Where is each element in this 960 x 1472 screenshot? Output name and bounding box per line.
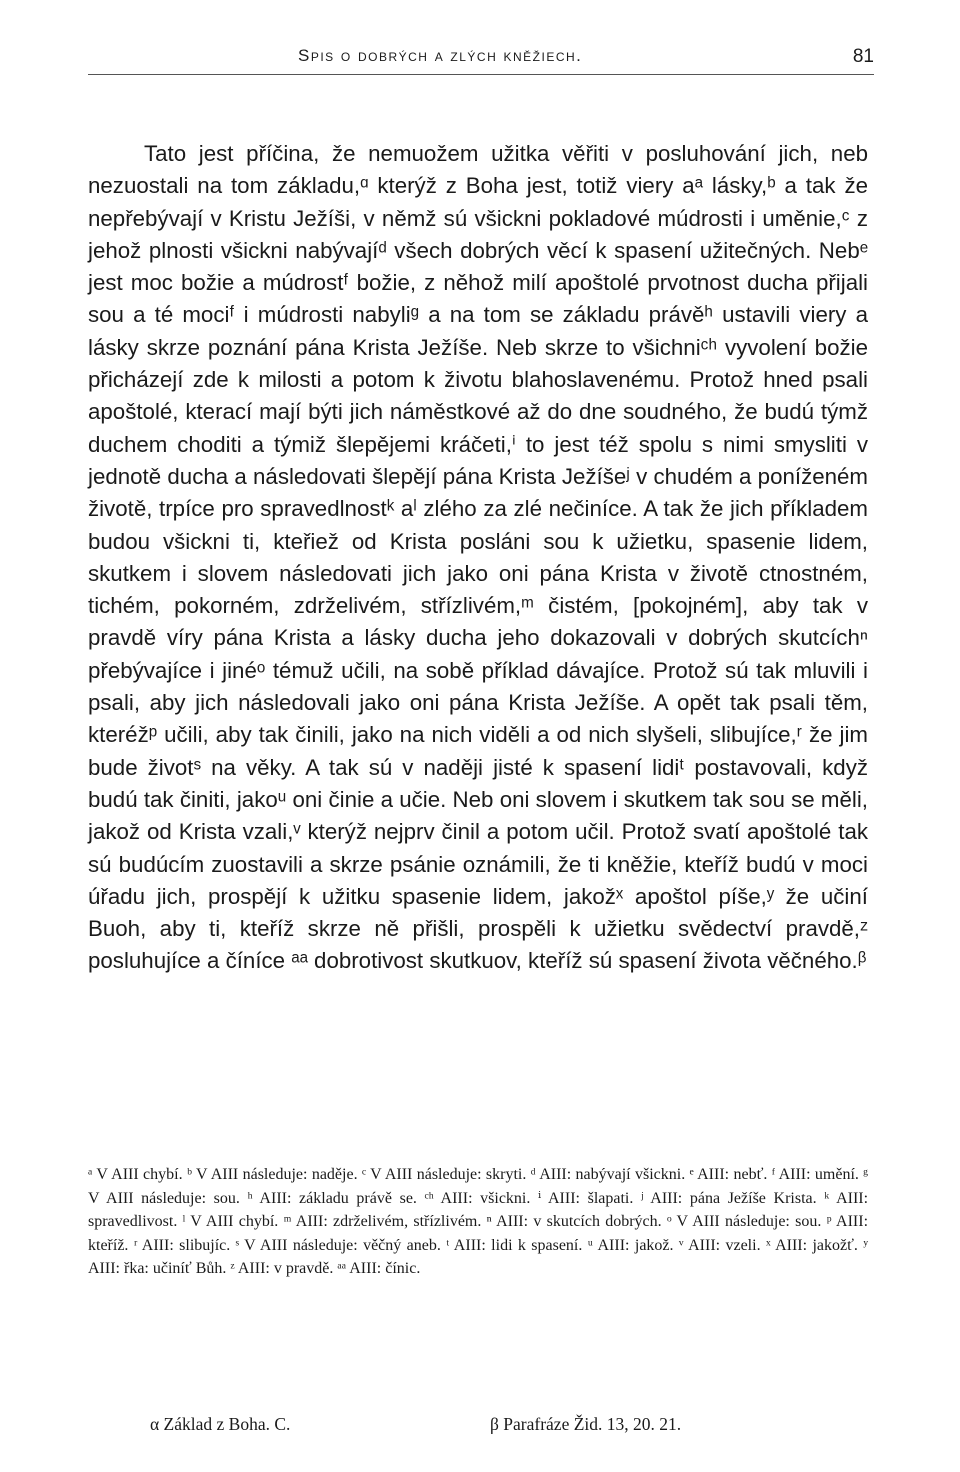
footnote-a: ᵃ V AIII chybí. xyxy=(88,1166,183,1183)
page-number: 81 xyxy=(852,46,874,67)
footnote-e: ᵉ AIII: nebť. xyxy=(689,1166,768,1183)
footnote-u: ᵘ AIII: jakož. xyxy=(587,1236,674,1254)
footnote-z: ᶻ AIII: v pravdě. xyxy=(230,1260,334,1277)
footnote-aa: ᵃᵃ AIII: čínic. xyxy=(337,1260,421,1277)
footnote-l: ˡ V AIII chybí. xyxy=(182,1213,279,1230)
source-notes xyxy=(150,1414,870,1444)
footnote-m: ᵐ AIII: zdrželivém, střízlivém. xyxy=(283,1213,482,1230)
main-paragraph: Tato jest příčina, že nemuožem užitka věřiti v posluhování jich, neb nezuostali na tom základu,ᵅ kterýž z Boha jest, totiž viery aᵃ lásky,ᵇ a tak že nepřebývají v Kristu Ježíši, v němž sú všickni pokladové múdrosti i uměnie,ᶜ z jehož plnosti všickni nabývajíᵈ všech dobrých věcí k spasení užitečných. Nebᵉ jest moc božie a múdrostᶠ božie, z něhož milí apoštolé prvotnost ducha přijali sou a té mociᶠ i múdrosti nabyliᵍ a na tom se základu právěʰ ustavili viery a lásky skrze poznání pána Krista Ježíše. Neb skrze to všichniᶜʰ vyvolení božie přicházejí zde k milosti a potom k životu blahoslavenému. Protož hned psali apoštolé, kterací mají býti jich náměstkové až do dne soudného, že budú týmž duchem choditi a týmiž šlepějemi kráčeti,ⁱ to jest též spolu s nimi smysliti v jednotě ducha a následovati šlepějí pána Krista Ježíšeʲ v chudém a poníženém životě, trpíce pro spravedlnostᵏ aˡ zlého za zlé nečiníce. A tak že jich příkladem budou všickni ti, kteřiež od Krista posláni sou k užietku, spasenie lidem, skutkem i slovem následovati jich jako oni pána Krista v životě ctnostném, tichém, pokorném, zdrželivém, střízlivém,ᵐ čistém, [pokojném], aby tak v pravdě víry pána Krista a lásky ducha jeho dokazovali v dobrých skutcíchⁿ přebývajíce i jinéᵒ témuž učili, na sobě příklad dávajíce. Protož sú tak mluvili i psali, aby jich následovali jako oni pána Krista Ježíše. A opět tak psali těm, kteréžᵖ učili, aby tak činili, jako na nich viděli a od nich slyšeli, slibujíce,ʳ že jim bude životˢ na věky. A tak sú v naději jisté k spasení lidiᵗ postavovali, když budú tak činiti, jakoᵘ oni činie a učie. Neb oni slovem i skutkem tak sou se měli, jakož od Krista vzali,ᵛ kterýž nejprv činil a potom učil. Protož svatí apoštolé tak sú budúcím zuostavili a skrze psánie oznámili, že ti kněžie, kteříž budú v moci úřadu jich, prospějí k užitku spasenie lidem, jakožˣ apoštol píše,ʸ že učiní Buoh, aby ti, kteříž skrze ně přišli, prospěli k užietku svědectví pravdě,ᶻ posluhujíce a číníce ᵃᵃ dobrotivost skutkuov, kteříž sú spasení života věčného.ᵝ xyxy=(88,141,868,974)
footnote-n: ⁿ AIII: v skutcích dobrých. xyxy=(486,1213,662,1230)
source-note-beta: β Parafráze Žid. 13, 20. 21. xyxy=(490,1414,682,1434)
footnote-v: ᵛ AIII: vzeli. xyxy=(678,1236,761,1254)
footnote-x: ˣ AIII: jakožť. xyxy=(765,1236,858,1254)
source-note-alpha: α Základ z Boha. C. xyxy=(150,1414,291,1434)
footnote-h: ʰ AIII: základu právě se. xyxy=(247,1189,417,1207)
footnote-g: ᵍ V AIII následuje: sou. xyxy=(88,1166,869,1207)
header-rule xyxy=(88,74,874,75)
page-header xyxy=(88,46,874,86)
footnote-j: ʲ AIII: pána Ježíše Krista. xyxy=(641,1189,817,1207)
footnote-p: ᵖ AIII: kteříž. xyxy=(88,1213,869,1254)
footnote-y: ʸ AIII: řka: učiníť Bůh. xyxy=(88,1236,869,1277)
footnotes xyxy=(88,1163,868,1281)
footnote-o: ᵒ V AIII následuje: sou. xyxy=(666,1213,822,1230)
footnote-f: ᶠ AIII: umění. xyxy=(771,1166,859,1183)
footnote-c: ᶜ V AIII následuje: skryti. xyxy=(361,1166,527,1183)
footnote-k: ᵏ AIII: spravedlivost. xyxy=(88,1189,869,1230)
footnote-s: ˢ V AIII následuje: věčný aneb. xyxy=(235,1236,441,1254)
footnote-b: ᵇ V AIII následuje: naděje. xyxy=(186,1166,358,1183)
footnote-t: ᵗ AIII: lidi k spasení. xyxy=(446,1236,583,1254)
footnote-i: ⁱ AIII: šlapati. xyxy=(538,1189,634,1207)
footnote-ch: ᶜʰ AIII: všickni. xyxy=(424,1189,531,1207)
footnote-r: ʳ AIII: slibujíc. xyxy=(133,1236,231,1254)
running-head: Spis o dobrých a zlých kněžiech. xyxy=(298,46,583,65)
footnote-d: ᵈ AIII: nabývají všickni. xyxy=(530,1166,686,1183)
